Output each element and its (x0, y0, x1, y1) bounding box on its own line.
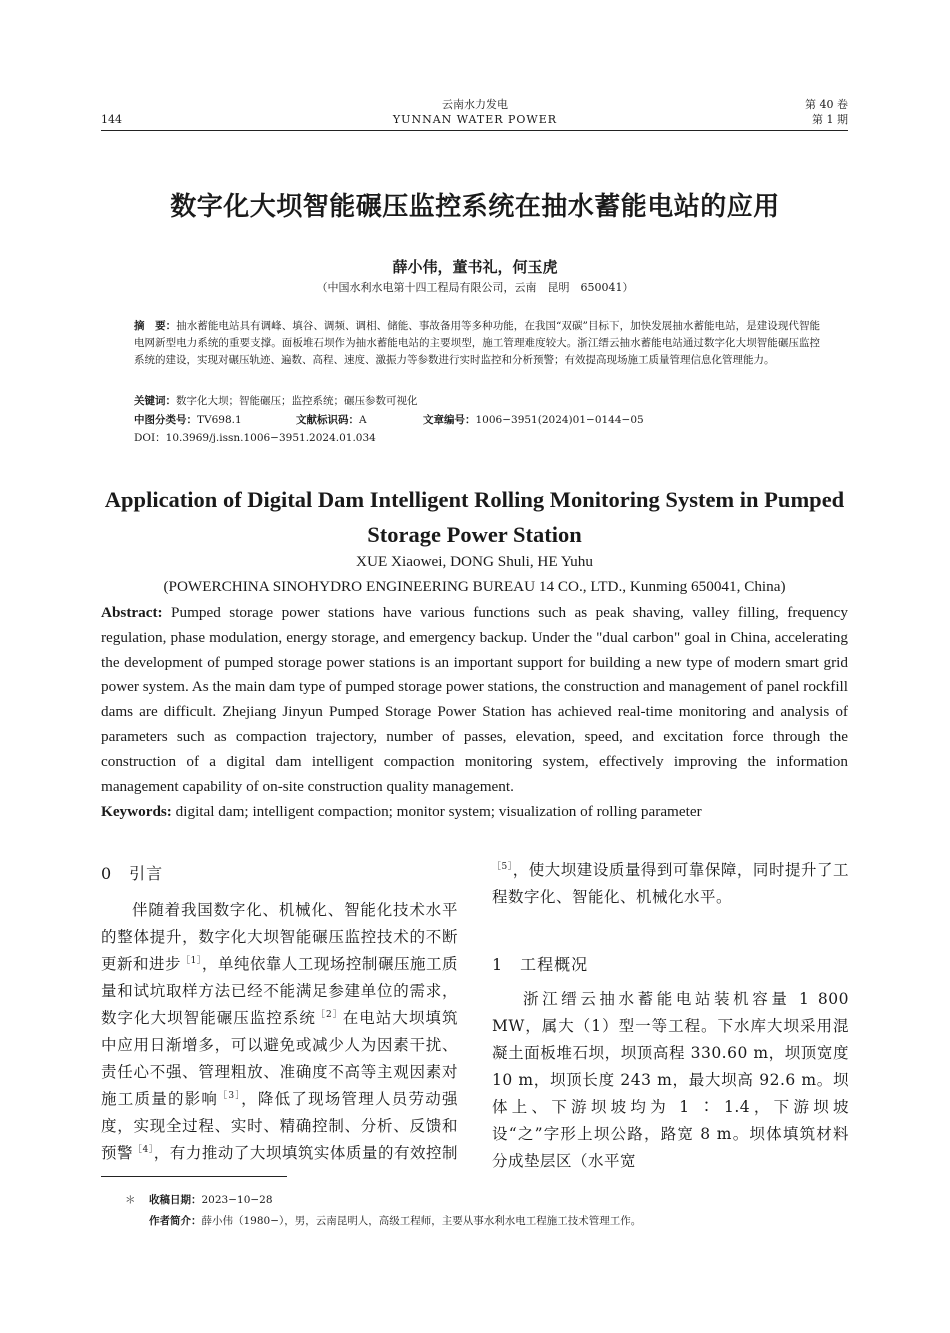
section-0-text-1: 伴随着我国数字化、机械化、智能化技术水平的整体提升，数字化大坝智能碾压监控技术的不断更新和进步 (101, 901, 458, 973)
section-0-paragraph-continued (492, 857, 849, 938)
section-0-text-5: ，有力推动了大坝填筑实体质量的有效控制 (153, 1144, 458, 1162)
doc-code (296, 413, 367, 427)
volume: 第 40 卷 (805, 98, 848, 111)
citation-5-flow: ［5］ (492, 861, 513, 872)
clc-label: 中图分类号： (134, 414, 197, 426)
affiliation-en: (POWERCHINA SINOHYDRO ENGINEERING BUREAU 14 CO., LTD., Kunming 650041, China) (163, 578, 786, 595)
abstract-en-label: Abstract: (101, 604, 163, 621)
keywords-en-text: digital dam; intelligent compaction; monitor system; visualization of rolling parameter (175, 803, 702, 820)
page-title-cn: 数字化大坝智能碾压监控系统在抽水蓄能电站的应用 (170, 192, 780, 222)
doi: DOI：10.3969/j.issn.1006−3951.2024.01.034 (134, 432, 376, 444)
page-title-en: Application of Digital Dam Intelligent Rolling Monitoring System in Pumped Storage Power Station (104, 487, 845, 547)
citation-1: ［1］ (181, 955, 202, 966)
journal-name-cn: 云南水力发电 (442, 98, 508, 111)
abstract-en-text: Pumped storage power stations have various functions such as peak shaving, valley filling, frequency regulation, phase modulation, energy storage, and emergency backup. Under the "dual carbon" goal in China, accelerating the development of pumped storage power stations is an important support for building a new type of modern smart grid power system. As the main dam type of pumped storage power stations, the construction and management of panel rockfill dams are difficult. Zhejiang Jinyun Pumped Storage Power Station has achieved real-time monitoring and analysis of parameters such as compaction trajectory, number of passes, elevation, speed, and excitation force through the construction of a digital dam intelligent compaction monitoring system, effectively improving the information management capability of on-site construction quality management. (101, 604, 848, 795)
citation-3: ［3］ (218, 1090, 242, 1101)
section-1-text: 浙江缙云抽水蓄能电站装机容量 1 800 MW，属大（1）型一等工程。下水库大坝采用混凝土面板堆石坝，坝顶高程 330.60 m，坝顶宽度 10 m，坝顶长度 243 m，最大坝高 92.6 m。坝体上、下游坝坡均为 1 ∶ 1.4，下游坝坡设“之”字形上坝公路，路宽 8 m。坝体填筑材料分成垫层区（水平宽 (492, 990, 849, 1170)
section-0-text-6-flow: ，使大坝建设质量得到可靠保障，同时提升了工程数字化、智能化、机械化水平。 (492, 861, 849, 906)
keywords-cn-label: 关键词： (134, 395, 176, 407)
section-0-heading: 0 引言 (101, 864, 164, 883)
keywords-cn (134, 394, 820, 408)
authors-cn: 薛小伟，董书礼，何玉虎 (392, 258, 558, 276)
keywords-en-label: Keywords: (101, 803, 172, 820)
journal-name-en: YUNNAN WATER POWER (392, 113, 558, 126)
abstract-cn-label: 摘 要： (134, 320, 177, 332)
clc-value: TV698.1 (197, 414, 242, 426)
author-bio-value: 薛小伟（1980−），男，云南昆明人，高级工程师，主要从事水利水电工程施工技术管理工作。 (201, 1215, 642, 1227)
keywords-en (101, 801, 848, 823)
page-number: 144 (101, 113, 122, 126)
abstract-cn-text: 抽水蓄能电站具有调峰、填谷、调频、调相、储能、事故备用等多种功能，在我国“双碳”目标下，加快发展抽水蓄能电站，是建设现代智能电网新型电力系统的重要支撑。面板堆石坝作为抽水蓄能电站的主要坝型，施工管理难度较大。浙江缙云抽水蓄能电站通过数字化大坝智能碾压监控系统的建设，实现对碾压轨迹、遍数、高程、速度、激振力等参数进行实时监控和分析预警；有效提高现场施工质量管理信息化管理能力。 (134, 320, 821, 366)
section-1-paragraph (492, 986, 849, 1175)
author-bio (149, 1211, 849, 1231)
abstract-en (101, 601, 848, 799)
article-number (423, 413, 644, 427)
footnote-star: ＊ (125, 1194, 136, 1206)
section-0-paragraph (101, 897, 458, 1167)
citation-4: ［4］ (133, 1144, 154, 1155)
doc-code-value: A (359, 414, 367, 426)
footnote-rule (101, 1176, 287, 1177)
abstract-cn (134, 318, 820, 369)
received-date-value: 2023−10−28 (201, 1194, 273, 1206)
affiliation-cn: （中国水利水电第十四工程局有限公司，云南 昆明 650041） (316, 281, 634, 294)
authors-en: XUE Xiaowei, DONG Shuli, HE Yuhu (356, 553, 593, 570)
section-0-text-3: 在电站大坝填筑中应用日渐增多，可以避免或减少人为因素干扰、责任心不强、管理粗放、准确度不高等主观因素对施工质量的影响 (101, 1009, 458, 1108)
article-number-label: 文章编号： (423, 414, 476, 426)
keywords-cn-text: 数字化大坝；智能碾压；监控系统；碾压参数可视化 (176, 395, 418, 407)
section-0-text-2: ，单纯依靠人工现场控制碾压施工质量和试坑取样方法已经不能满足参建单位的需求，数字化大坝智能碾压监控系统 (101, 955, 458, 1027)
section-1-heading: 1 工程概况 (492, 955, 589, 974)
doc-code-label: 文献标识码： (296, 414, 359, 426)
article-number-value: 1006−3951(2024)01−0144−05 (475, 414, 644, 426)
header-rule (101, 130, 848, 131)
author-bio-label: 作者简介： (149, 1215, 202, 1227)
section-0-text-4: ，降低了现场管理人员劳动强度，实现全过程、实时、精确控制、分析、反馈和预警 (101, 1090, 458, 1162)
clc-number (134, 413, 242, 427)
received-date (149, 1190, 273, 1210)
citation-2: ［2］ (315, 1009, 343, 1020)
issue: 第 1 期 (812, 113, 848, 126)
received-date-label: 收稿日期： (149, 1194, 202, 1206)
